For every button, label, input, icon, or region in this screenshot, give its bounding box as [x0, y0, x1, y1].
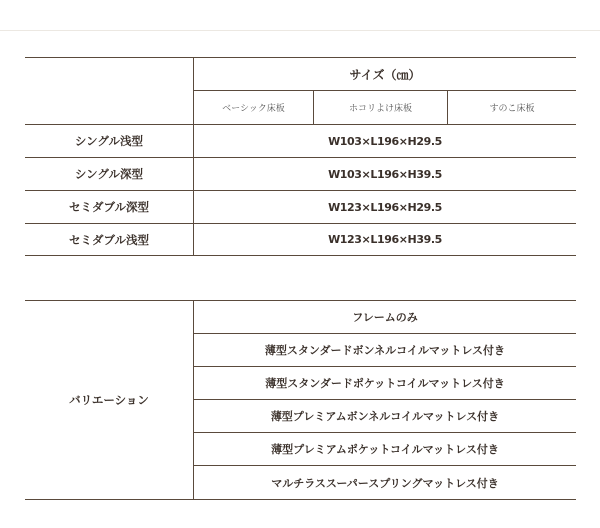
size-table — [25, 57, 576, 256]
row-label: セミダブル深型 — [25, 191, 194, 223]
table-row — [25, 224, 576, 255]
row-size-value: W123×L196×H29.5 — [328, 200, 442, 214]
row-size-value: W103×L196×H39.5 — [328, 167, 442, 181]
variation-option: 薄型スタンダードボンネルコイルマットレス付き — [194, 334, 576, 367]
row-size-value: W123×L196×H39.5 — [328, 233, 442, 246]
variation-option: マルチラススーパースプリングマットレス付き — [271, 476, 499, 490]
table-row — [25, 158, 576, 191]
subheader-slatted-floorboard: すのこ床板 — [448, 91, 576, 125]
table-row — [25, 125, 576, 158]
row-size-value: W103×L196×H29.5 — [328, 134, 442, 148]
row-label: シングル深型 — [25, 158, 194, 190]
variation-option: 薄型プレミアムボンネルコイルマットレス付き — [194, 400, 576, 433]
variation-table — [25, 300, 576, 500]
row-label: シングル浅型 — [25, 125, 194, 157]
size-header: サイズ（㎝） — [194, 58, 576, 91]
row-label: セミダブル浅型 — [25, 224, 194, 255]
variation-option-frame-only: フレームのみ — [194, 301, 576, 334]
subheader-dustproof-floorboard: ホコリよけ床板 — [314, 91, 448, 125]
subheader-basic-floorboard: ベーシック床板 — [194, 91, 314, 125]
variation-option: 薄型スタンダードポケットコイルマットレス付き — [194, 367, 576, 400]
variation-option: 薄型プレミアムポケットコイルマットレス付き — [194, 433, 576, 466]
size-table-corner-cell — [25, 58, 194, 125]
table-row — [25, 191, 576, 224]
variation-label: バリエーション — [25, 301, 194, 499]
top-divider — [0, 30, 600, 31]
